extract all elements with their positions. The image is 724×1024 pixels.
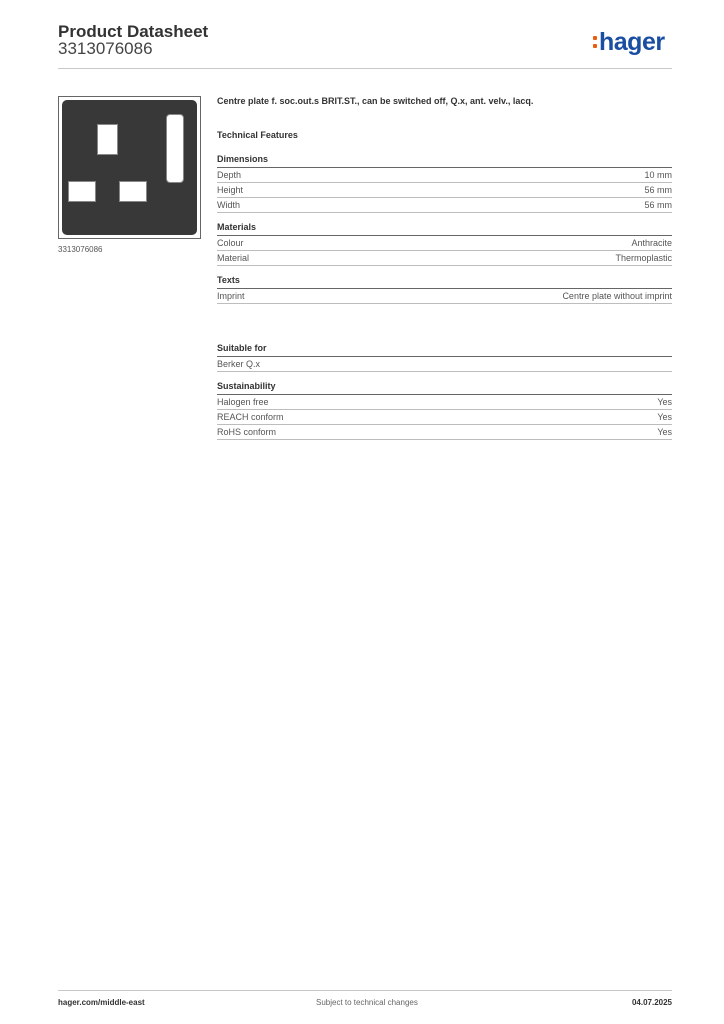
spec-value: Yes: [657, 412, 672, 422]
section-title: Texts: [217, 275, 672, 289]
image-caption: 3313076086: [58, 245, 103, 254]
section-spacer: [217, 313, 672, 343]
socket-live-hole: [119, 181, 147, 202]
spec-label: RoHS conform: [217, 427, 277, 437]
spec-row: [217, 198, 672, 213]
spec-value: 10 mm: [644, 170, 672, 180]
spec-row: [217, 168, 672, 183]
socket-earth-hole: [97, 124, 118, 155]
section-title: Sustainability: [217, 381, 672, 395]
datasheet-content: [217, 96, 672, 449]
spec-row: [217, 357, 672, 372]
centre-plate-icon: [62, 100, 197, 235]
spec-value: 56 mm: [644, 185, 672, 195]
spec-value: Anthracite: [631, 238, 672, 248]
spec-row: [217, 251, 672, 266]
page-title: Product Datasheet: [58, 22, 209, 41]
spec-label: Halogen free: [217, 397, 269, 407]
section-title: Suitable for: [217, 343, 672, 357]
spec-label: Imprint: [217, 291, 245, 301]
section-materials: [217, 222, 672, 266]
spec-label: Depth: [217, 170, 242, 180]
spec-row: [217, 410, 672, 425]
footer-website: hager.com/middle-east: [58, 998, 145, 1007]
spec-row: [217, 425, 672, 440]
switch-slot: [166, 114, 184, 183]
socket-neutral-hole: [68, 181, 96, 202]
spec-label: Width: [217, 200, 241, 210]
spec-label: Colour: [217, 238, 244, 248]
section-dimensions: [217, 154, 672, 213]
header-divider: [58, 68, 672, 69]
spec-value: Thermoplastic: [615, 253, 672, 263]
technical-features-heading: Technical Features: [217, 130, 298, 140]
logo-text: hager: [599, 28, 665, 56]
spec-row: [217, 183, 672, 198]
spec-row: [217, 395, 672, 410]
section-suitable-for: [217, 343, 672, 372]
spec-row: [217, 289, 672, 304]
section-title: Materials: [217, 222, 672, 236]
spec-value: Yes: [657, 397, 672, 407]
footer-date: 04.07.2025: [631, 998, 672, 1007]
spec-value: Yes: [657, 427, 672, 437]
spec-label: Berker Q.x: [217, 359, 261, 369]
spec-value: Centre plate without imprint: [562, 291, 672, 301]
section-texts: [217, 275, 672, 304]
section-title: Dimensions: [217, 154, 672, 168]
hager-logo: [593, 28, 665, 57]
product-description: Centre plate f. soc.out.s BRIT.ST., can be switched off, Q.x, ant. velv., lacq.: [217, 96, 534, 106]
spec-label: REACH conform: [217, 412, 284, 422]
spec-value: 56 mm: [644, 200, 672, 210]
spec-label: Material: [217, 253, 250, 263]
footer-notice: Subject to technical changes: [316, 998, 418, 1007]
spec-row: [217, 236, 672, 251]
product-image: [58, 96, 201, 239]
logo-dots-icon: [593, 33, 598, 50]
footer-divider: [58, 990, 672, 991]
spec-label: Height: [217, 185, 244, 195]
section-sustainability: [217, 381, 672, 440]
product-number: 3313076086: [58, 39, 153, 58]
